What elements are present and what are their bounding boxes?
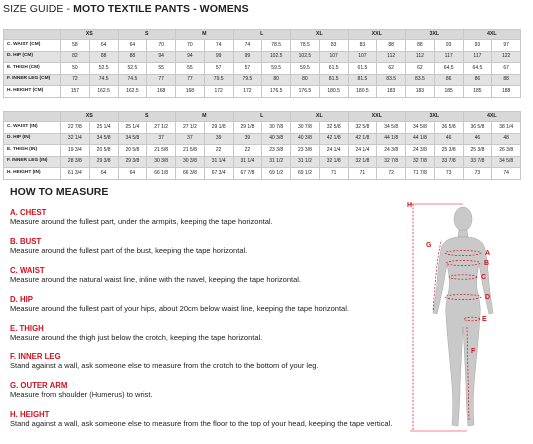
size-header-cell: S (118, 112, 176, 122)
table-cell: 82 (61, 51, 90, 63)
table-cell: 74 (204, 40, 233, 52)
table-cell: 61.5 (319, 63, 348, 75)
body-measurement-figure (405, 195, 520, 440)
measure-block (10, 324, 410, 342)
table-cell: 86 (463, 74, 492, 86)
table-cell: 24 1/4 (319, 145, 348, 157)
table-cell: 77 (147, 74, 176, 86)
table-cell: 27 1/2 (147, 122, 176, 134)
table-cell: 23 3/8 (291, 145, 320, 157)
table-cell: 21 5/8 (147, 145, 176, 157)
table-cell: 71 (348, 168, 377, 180)
title-main: MOTO TEXTILE PANTS - WOMENS (73, 3, 249, 15)
table-cell: 23 3/8 (262, 145, 291, 157)
row-label: C. WAIST (IN) (4, 122, 61, 134)
table-cell: 25 3/8 (434, 145, 463, 157)
table-row (4, 86, 521, 98)
table-cell: 24 1/4 (348, 145, 377, 157)
table-cell: 80 (291, 74, 320, 86)
table-cell: 58 (61, 40, 90, 52)
table-cell: 50 (61, 63, 90, 75)
table-cell: 36 5/8 (434, 122, 463, 134)
table-cell: 74.5 (118, 74, 147, 86)
table-cell: 30 3/8 (147, 156, 176, 168)
size-header-row (4, 112, 521, 122)
table-cell: 102.5 (262, 51, 291, 63)
measure-block (10, 295, 410, 313)
table-cell: 32 5/8 (348, 122, 377, 134)
table-cell: 176.5 (262, 86, 291, 98)
table-row (4, 156, 521, 168)
table-cell: 55 (147, 63, 176, 75)
table-cell: 99 (233, 51, 262, 63)
table-cell: 39 (204, 133, 233, 145)
table-cell: 78.5 (262, 40, 291, 52)
table-cell: 46 (434, 133, 463, 145)
table-cell: 61.5 (348, 63, 377, 75)
table-cell: 31 1/2 (291, 156, 320, 168)
table-cell: 57 (204, 63, 233, 75)
table-cell: 71 (319, 168, 348, 180)
row-label: F. INNER LEG (CM) (4, 74, 61, 86)
table-cell: 59.5 (262, 63, 291, 75)
table-cell: 40 3/8 (291, 133, 320, 145)
table-cell: 97 (492, 40, 521, 52)
size-header-cell: L (233, 112, 291, 122)
size-header-cell: 4XL (463, 112, 521, 122)
table-cell: 172 (204, 86, 233, 98)
table-cell: 66 3/8 (176, 168, 205, 180)
page-title (3, 3, 249, 15)
measure-heading: G. OUTER ARM (10, 381, 68, 390)
table-cell: 157 (61, 86, 90, 98)
table-cell: 31 1/4 (204, 156, 233, 168)
table-cell: 29 3/8 (89, 156, 118, 168)
table-cell: 88 (492, 74, 521, 86)
table-cell: 42 1/8 (319, 133, 348, 145)
table-cell: 79.5 (233, 74, 262, 86)
table-cell: 21 5/8 (176, 145, 205, 157)
table-cell: 107 (319, 51, 348, 63)
row-label: D. HIP (IN) (4, 133, 61, 145)
table-cell: 62 (406, 63, 435, 75)
table-cell: 64.5 (463, 63, 492, 75)
table-cell: 112 (377, 51, 406, 63)
size-header-cell: M (176, 30, 234, 40)
table-cell: 24 3/8 (377, 145, 406, 157)
table-cell: 88 (377, 40, 406, 52)
table-cell: 32 1/8 (319, 156, 348, 168)
table-cell: 99 (204, 51, 233, 63)
measure-block (10, 352, 410, 370)
table-cell: 22 7/8 (61, 122, 90, 134)
table-cell: 44 1/8 (406, 133, 435, 145)
table-cell: 83 (348, 40, 377, 52)
header-corner-cell (4, 30, 61, 40)
size-header-cell: 3XL (406, 30, 464, 40)
measure-description: Stand against a wall, ask someone else to measure from the floor to the top of your head, keeping the tape vertical. (10, 419, 393, 428)
table-cell: 69 1/2 (262, 168, 291, 180)
table-cell: 33 7/8 (434, 156, 463, 168)
figure-label-d: D (485, 294, 491, 301)
table-cell: 73 (463, 168, 492, 180)
how-to-measure-title: HOW TO MEASURE (10, 186, 109, 198)
size-header-cell: XS (61, 112, 119, 122)
size-header-cell: 4XL (463, 30, 521, 40)
measure-block (10, 266, 410, 284)
table-cell: 74 (233, 40, 262, 52)
measure-heading: B. BUST (10, 237, 42, 246)
table-cell: 107 (348, 51, 377, 63)
measure-heading: F. INNER LEG (10, 352, 61, 361)
table-cell: 38 1/4 (492, 122, 521, 134)
table-cell: 22 (233, 145, 262, 157)
row-label: C. WAIST (CM) (4, 40, 61, 52)
table-cell: 34 5/8 (492, 156, 521, 168)
table-cell: 79.5 (204, 74, 233, 86)
table-cell: 34 5/8 (406, 122, 435, 134)
table-cell: 25 1/4 (89, 122, 118, 134)
size-header-cell: XL (291, 30, 349, 40)
table-row (4, 168, 521, 180)
table-cell: 67 3/4 (204, 168, 233, 180)
table-cell: 61 3/4 (61, 168, 90, 180)
figure-label-f: F (471, 348, 476, 355)
table-cell: 29 1/8 (204, 122, 233, 134)
table-cell: 88 (89, 51, 118, 63)
table-cell: 30 7/8 (262, 122, 291, 134)
table-cell: 37 (176, 133, 205, 145)
table-cell: 29 3/8 (118, 156, 147, 168)
table-cell: 83.5 (406, 74, 435, 86)
measure-block (10, 208, 410, 226)
table-cell: 162.5 (118, 86, 147, 98)
measure-block (10, 410, 410, 428)
measure-block (10, 237, 410, 255)
table-cell: 52.5 (118, 63, 147, 75)
table-cell: 74 (492, 168, 521, 180)
size-table-cm (3, 29, 521, 98)
table-cell: 185 (434, 86, 463, 98)
table-cell: 73 (434, 168, 463, 180)
table-cell: 81.5 (319, 74, 348, 86)
table-cell: 52.5 (89, 63, 118, 75)
measure-heading: D. HIP (10, 295, 33, 304)
size-header-cell: XL (291, 112, 349, 122)
table-cell: 72 (377, 168, 406, 180)
size-header-cell: M (176, 112, 234, 122)
table-cell: 39 (233, 133, 262, 145)
table-cell: 28 3/8 (61, 156, 90, 168)
table-cell: 86 (434, 74, 463, 86)
table-row (4, 51, 521, 63)
table-row (4, 63, 521, 75)
table-cell: 31 1/2 (262, 156, 291, 168)
table-cell: 93 (463, 40, 492, 52)
measure-heading: H. HEIGHT (10, 410, 50, 419)
measure-heading: C. WAIST (10, 266, 45, 275)
table-cell: 44 1/8 (377, 133, 406, 145)
size-header-cell: L (233, 30, 291, 40)
measure-block (10, 381, 410, 399)
table-cell: 74.5 (89, 74, 118, 86)
table-cell: 88 (118, 51, 147, 63)
measure-heading: E. THIGH (10, 324, 44, 333)
table-cell: 31 1/4 (233, 156, 262, 168)
figure-label-g: G (426, 242, 432, 249)
table-cell: 30 7/8 (291, 122, 320, 134)
table-cell: 64 (118, 40, 147, 52)
size-table-inches (3, 111, 521, 180)
table-cell: 42 1/8 (348, 133, 377, 145)
table-cell: 64 (89, 40, 118, 52)
table-cell: 117 (463, 51, 492, 63)
table-cell: 70 (176, 40, 205, 52)
table-cell: 20 5/8 (118, 145, 147, 157)
row-label: H. HEIGHT (CM) (4, 86, 61, 98)
neck-shape (458, 230, 468, 237)
size-header-cell: 3XL (406, 112, 464, 122)
figure-label-b: B (484, 260, 490, 267)
table-cell: 26 3/8 (492, 145, 521, 157)
row-label: D. HIP (CM) (4, 51, 61, 63)
table-cell: 55 (176, 63, 205, 75)
table-cell: 83 (319, 40, 348, 52)
table-cell: 32 7/8 (406, 156, 435, 168)
measure-description: Measure around the natural waist line, inline with the navel, keeping the tape horizontal. (10, 275, 302, 284)
table-cell: 180.5 (348, 86, 377, 98)
table-cell: 48 (492, 133, 521, 145)
table-cell: 183 (406, 86, 435, 98)
row-label: E. THIGH (CM) (4, 63, 61, 75)
size-header-cell: XXL (348, 112, 406, 122)
table-row (4, 133, 521, 145)
table-cell: 78.5 (291, 40, 320, 52)
table-cell: 32 5/8 (319, 122, 348, 134)
table-cell: 27 1/2 (176, 122, 205, 134)
table-cell: 34 5/8 (377, 122, 406, 134)
table-cell: 37 (147, 133, 176, 145)
measure-description: Stand against a wall, ask someone else to measure from the crotch to the bottom of your leg. (10, 361, 319, 370)
table-row (4, 74, 521, 86)
measure-description: Measure around the fullest part of the bust, keeping the tape horizontal. (10, 246, 248, 255)
figure-label-h: H (407, 202, 413, 209)
table-cell: 62 (377, 63, 406, 75)
table-cell: 66 1/8 (147, 168, 176, 180)
table-cell: 64 (89, 168, 118, 180)
table-cell: 19 3/4 (61, 145, 90, 157)
table-cell: 32 7/8 (377, 156, 406, 168)
figure-label-e: E (482, 316, 487, 323)
table-cell: 94 (147, 51, 176, 63)
table-cell: 64.5 (434, 63, 463, 75)
table-cell: 162.5 (89, 86, 118, 98)
table-cell: 88 (406, 40, 435, 52)
measure-description: Measure around the thigh just below the crotch, keeping the tape horizontal. (10, 333, 263, 342)
table-cell: 70 (147, 40, 176, 52)
table-cell: 46 (463, 133, 492, 145)
table-cell: 32 1/8 (348, 156, 377, 168)
table-cell: 83.5 (377, 74, 406, 86)
table-cell: 168 (147, 86, 176, 98)
size-header-cell: XXL (348, 30, 406, 40)
table-cell: 93 (434, 40, 463, 52)
table-cell: 77 (176, 74, 205, 86)
size-header-cell: XS (61, 30, 119, 40)
table-cell: 176.5 (291, 86, 320, 98)
table-cell: 81.5 (348, 74, 377, 86)
table-row (4, 145, 521, 157)
size-header-cell: S (118, 30, 176, 40)
table-cell: 29 1/8 (233, 122, 262, 134)
table-cell: 72 (61, 74, 90, 86)
table-cell: 188 (492, 86, 521, 98)
table-row (4, 122, 521, 134)
table-cell: 168 (176, 86, 205, 98)
table-cell: 32 1/4 (61, 133, 90, 145)
row-label: F. INNER LEG (IN) (4, 156, 61, 168)
measure-heading: A. CHEST (10, 208, 47, 217)
table-cell: 71 7/8 (406, 168, 435, 180)
table-cell: 25 1/4 (118, 122, 147, 134)
title-prefix: SIZE GUIDE - (3, 3, 74, 15)
head-shape (454, 207, 472, 231)
table-cell: 94 (176, 51, 205, 63)
table-cell: 24 3/8 (406, 145, 435, 157)
table-cell: 34 5/8 (118, 133, 147, 145)
size-header-row (4, 30, 521, 40)
figure-label-c: C (481, 274, 487, 281)
table-cell: 183 (377, 86, 406, 98)
measure-description: Measure around the fullest part, under the armpits, keeping the tape horizontal. (10, 217, 273, 226)
table-cell: 33 7/8 (463, 156, 492, 168)
table-row (4, 40, 521, 52)
table-cell: 22 (204, 145, 233, 157)
figure-label-a: A (485, 250, 491, 257)
header-corner-cell (4, 112, 61, 122)
table-cell: 67 (492, 63, 521, 75)
table-cell: 67 7/8 (233, 168, 262, 180)
table-cell: 112 (406, 51, 435, 63)
measure-description: Measure around the fullest part of your hips, about 20cm below waist line, keeping the tape horizontal. (10, 304, 349, 313)
row-label: H. HEIGHT (IN) (4, 168, 61, 180)
table-cell: 69 1/2 (291, 168, 320, 180)
measure-description: Measure from shoulder (Humerus) to wrist. (10, 390, 153, 399)
table-cell: 102.5 (291, 51, 320, 63)
table-cell: 80 (262, 74, 291, 86)
table-cell: 185 (463, 86, 492, 98)
table-cell: 64 (118, 168, 147, 180)
table-cell: 30 3/8 (176, 156, 205, 168)
table-cell: 36 5/8 (463, 122, 492, 134)
table-cell: 57 (233, 63, 262, 75)
table-cell: 34 5/8 (89, 133, 118, 145)
table-cell: 25 3/8 (463, 145, 492, 157)
row-label: E. THIGH (IN) (4, 145, 61, 157)
table-cell: 122 (492, 51, 521, 63)
table-cell: 117 (434, 51, 463, 63)
table-cell: 180.5 (319, 86, 348, 98)
table-cell: 20 5/8 (89, 145, 118, 157)
table-cell: 172 (233, 86, 262, 98)
table-cell: 40 3/8 (262, 133, 291, 145)
table-cell: 59.5 (291, 63, 320, 75)
